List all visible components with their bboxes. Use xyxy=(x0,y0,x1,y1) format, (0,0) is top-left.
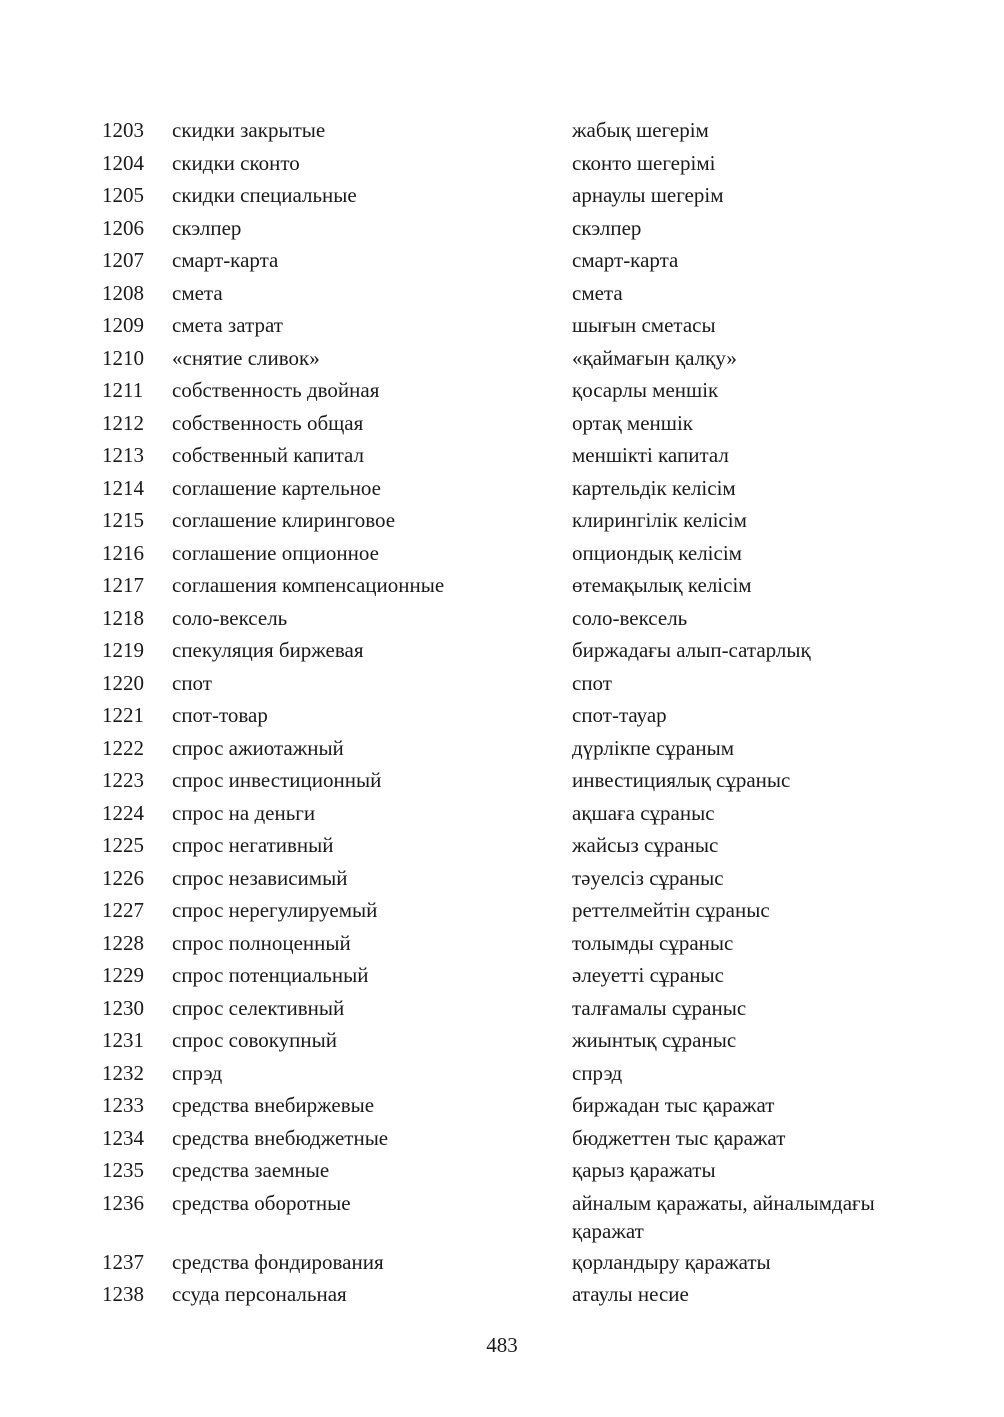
glossary-entry xyxy=(0,376,1004,409)
entry-kazakh-term: қорландыру қаражаты xyxy=(572,1249,771,1274)
entry-russian-term: скэлпер xyxy=(172,215,242,240)
glossary-entry xyxy=(0,1280,1004,1313)
entry-kazakh-term: жабық шегерім xyxy=(572,118,709,142)
glossary-entry xyxy=(0,571,1004,604)
glossary-entry xyxy=(0,701,1004,734)
entry-russian-term: спрос инвестиционный xyxy=(172,768,382,792)
entry-kazakh-term: сконто шегерімі xyxy=(572,150,716,175)
entry-number: 1204 xyxy=(102,150,144,175)
entry-kazakh-term: спот xyxy=(572,670,612,695)
entry-kazakh-term: атаулы несие xyxy=(572,1282,689,1306)
entry-russian-term: средства внебиржевые xyxy=(172,1093,375,1117)
entry-russian-term: смета затрат xyxy=(172,313,283,337)
glossary-entry xyxy=(0,149,1004,182)
entry-russian-term: спрос нерегулируемый xyxy=(172,898,378,922)
entry-russian-term: скидки закрытые xyxy=(172,118,326,142)
entry-number: 1234 xyxy=(102,1125,144,1150)
entry-russian-term: собственный капитал xyxy=(172,443,365,467)
entry-number: 1223 xyxy=(102,768,144,792)
glossary-entry xyxy=(0,994,1004,1027)
entry-number: 1227 xyxy=(102,898,144,922)
entry-number: 1228 xyxy=(102,930,144,955)
entry-kazakh-term: шығын сметасы xyxy=(572,313,716,337)
glossary-entry xyxy=(0,539,1004,572)
entry-kazakh-term: спрэд xyxy=(572,1060,623,1085)
entry-russian-term: «снятие сливок» xyxy=(172,345,320,370)
glossary-entry xyxy=(0,311,1004,344)
entry-kazakh-term: арнаулы шегерім xyxy=(572,183,724,207)
glossary-entry xyxy=(0,1059,1004,1092)
entry-kazakh-term: жиынтық сұраныс xyxy=(572,1028,737,1052)
entry-kazakh-term: реттелмейтін сұраныс xyxy=(572,898,770,922)
entry-number: 1208 xyxy=(102,280,144,305)
entry-russian-term: соглашение клиринговое xyxy=(172,508,396,532)
glossary-entry xyxy=(0,279,1004,312)
glossary-entry xyxy=(0,116,1004,149)
entry-number: 1232 xyxy=(102,1060,144,1085)
entry-number: 1203 xyxy=(102,118,144,142)
entry-kazakh-term: биржадан тыс қаражат xyxy=(572,1093,775,1117)
entry-kazakh-term: смета xyxy=(572,280,623,305)
glossary-entry xyxy=(0,344,1004,377)
glossary-entry xyxy=(0,766,1004,799)
entry-russian-term: ссуда персональная xyxy=(172,1282,347,1306)
entry-russian-term: спекуляция биржевая xyxy=(172,638,364,662)
glossary-entry xyxy=(0,896,1004,929)
entry-kazakh-term: қосарлы меншік xyxy=(572,378,719,402)
entry-russian-term: спрос потенциальный xyxy=(172,963,369,987)
entry-number: 1235 xyxy=(102,1158,144,1182)
entry-russian-term: скидки специальные xyxy=(172,183,357,207)
entry-kazakh-term: талғамалы сұраныс xyxy=(572,995,747,1020)
entry-number: 1224 xyxy=(102,800,144,825)
glossary-entry xyxy=(0,474,1004,507)
entry-russian-term: соглашение картельное xyxy=(172,475,382,500)
entry-kazakh-term: толымды сұраныс xyxy=(572,930,734,955)
entry-russian-term: смета xyxy=(172,280,223,305)
entry-number: 1229 xyxy=(102,963,144,987)
entry-number: 1233 xyxy=(102,1093,144,1117)
entry-russian-term: спрос ажиотажный xyxy=(172,735,344,760)
glossary-entry xyxy=(0,506,1004,539)
entry-russian-term: собственность общая xyxy=(172,410,364,435)
glossary-entry xyxy=(0,181,1004,214)
entry-number: 1211 xyxy=(102,378,144,402)
entry-kazakh-term: инвестициялық сұраныс xyxy=(572,768,791,792)
glossary-entry xyxy=(0,1091,1004,1124)
glossary-entry xyxy=(0,734,1004,767)
entry-kazakh-term: опциондық келісім xyxy=(572,540,742,565)
entry-number: 1238 xyxy=(102,1282,144,1306)
entry-kazakh-term: ақшаға сұраныс xyxy=(572,800,715,825)
entry-number: 1214 xyxy=(102,475,144,500)
entry-number: 1237 xyxy=(102,1249,144,1274)
entry-russian-term: соглашения компенсационные xyxy=(172,573,445,597)
glossary-entry xyxy=(0,441,1004,474)
entry-russian-term: спрос негативный xyxy=(172,833,334,857)
entry-russian-term: спрос селективный xyxy=(172,995,345,1020)
entry-number: 1221 xyxy=(102,703,144,727)
entry-kazakh-term: жайсыз сұраныс xyxy=(572,833,719,857)
entry-russian-term: спот-товар xyxy=(172,703,268,727)
entry-number: 1225 xyxy=(102,833,144,857)
entry-number: 1209 xyxy=(102,313,144,337)
entry-number: 1226 xyxy=(102,865,144,890)
entry-kazakh-term: скэлпер xyxy=(572,215,642,240)
entry-kazakh-term: дүрлікпе сұраным xyxy=(572,735,735,760)
entry-kazakh-term: соло-вексель xyxy=(572,605,688,630)
entry-kazakh-term: «қаймағын қалқу» xyxy=(572,345,737,370)
glossary-entry xyxy=(0,929,1004,962)
glossary-entry xyxy=(0,1156,1004,1189)
glossary-entry xyxy=(0,669,1004,702)
entry-russian-term: спрос совокупный xyxy=(172,1028,337,1052)
entry-kazakh-term: қарыз қаражаты xyxy=(572,1158,716,1182)
entry-number: 1213 xyxy=(102,443,144,467)
entry-number: 1222 xyxy=(102,735,144,760)
entry-russian-term: смарт-карта xyxy=(172,248,279,272)
glossary-entry xyxy=(0,1248,1004,1281)
entry-russian-term: спрос полноценный xyxy=(172,930,351,955)
entry-number: 1206 xyxy=(102,215,144,240)
entry-number: 1205 xyxy=(102,183,144,207)
entry-number: 1212 xyxy=(102,410,144,435)
entry-number: 1219 xyxy=(102,638,144,662)
entry-number: 1236 xyxy=(102,1190,144,1215)
entry-number: 1215 xyxy=(102,508,144,532)
entry-kazakh-term: бюджеттен тыс қаражат xyxy=(572,1125,786,1150)
entry-russian-term: спрэд xyxy=(172,1060,223,1085)
entry-kazakh-term: әлеуетті сұраныс xyxy=(572,963,724,987)
glossary-entry xyxy=(0,636,1004,669)
entry-russian-term: средства фондирования xyxy=(172,1249,384,1274)
entry-russian-term: средства внебюджетные xyxy=(172,1125,389,1150)
entry-kazakh-term: картельдік келісім xyxy=(572,475,736,500)
entry-russian-term: соло-вексель xyxy=(172,605,288,630)
entry-kazakh-term: өтемақылық келісім xyxy=(572,573,752,597)
entry-number: 1230 xyxy=(102,995,144,1020)
glossary-entry xyxy=(0,799,1004,832)
glossary-entry xyxy=(0,214,1004,247)
entry-kazakh-term: айналым қаражаты, айналымдағы қаражат xyxy=(572,1190,875,1243)
entry-kazakh-term: ортақ меншік xyxy=(572,410,693,435)
entry-kazakh-term: тәуелсіз сұраныс xyxy=(572,865,724,890)
glossary-entry xyxy=(0,961,1004,994)
entry-kazakh-term: меншікті капитал xyxy=(572,443,729,467)
entry-kazakh-term: смарт-карта xyxy=(572,248,679,272)
entry-number: 1216 xyxy=(102,540,144,565)
entry-kazakh-term: клирингілік келісім xyxy=(572,508,747,532)
glossary-list xyxy=(0,116,1004,1313)
glossary-entry xyxy=(0,1026,1004,1059)
entry-number: 1210 xyxy=(102,345,144,370)
entry-kazakh-term: спот-тауар xyxy=(572,703,667,727)
entry-russian-term: средства заемные xyxy=(172,1158,330,1182)
entry-russian-term: средства оборотные xyxy=(172,1190,351,1215)
entry-russian-term: спрос независимый xyxy=(172,865,348,890)
glossary-entry xyxy=(0,1124,1004,1157)
entry-kazakh-term: биржадағы алып-сатарлық xyxy=(572,638,811,662)
glossary-entry xyxy=(0,831,1004,864)
entry-number: 1231 xyxy=(102,1028,144,1052)
glossary-entry xyxy=(0,864,1004,897)
glossary-entry xyxy=(0,246,1004,279)
glossary-entry xyxy=(0,1189,1004,1248)
glossary-entry xyxy=(0,604,1004,637)
entry-russian-term: спрос на деньги xyxy=(172,800,316,825)
entry-number: 1217 xyxy=(102,573,144,597)
entry-russian-term: спот xyxy=(172,670,212,695)
entry-russian-term: скидки сконто xyxy=(172,150,300,175)
page-number: 483 xyxy=(486,1333,518,1357)
entry-russian-term: собственность двойная xyxy=(172,378,380,402)
entry-number: 1218 xyxy=(102,605,144,630)
entry-number: 1220 xyxy=(102,670,144,695)
entry-number: 1207 xyxy=(102,248,144,272)
entry-russian-term: соглашение опционное xyxy=(172,540,379,565)
glossary-entry xyxy=(0,409,1004,442)
